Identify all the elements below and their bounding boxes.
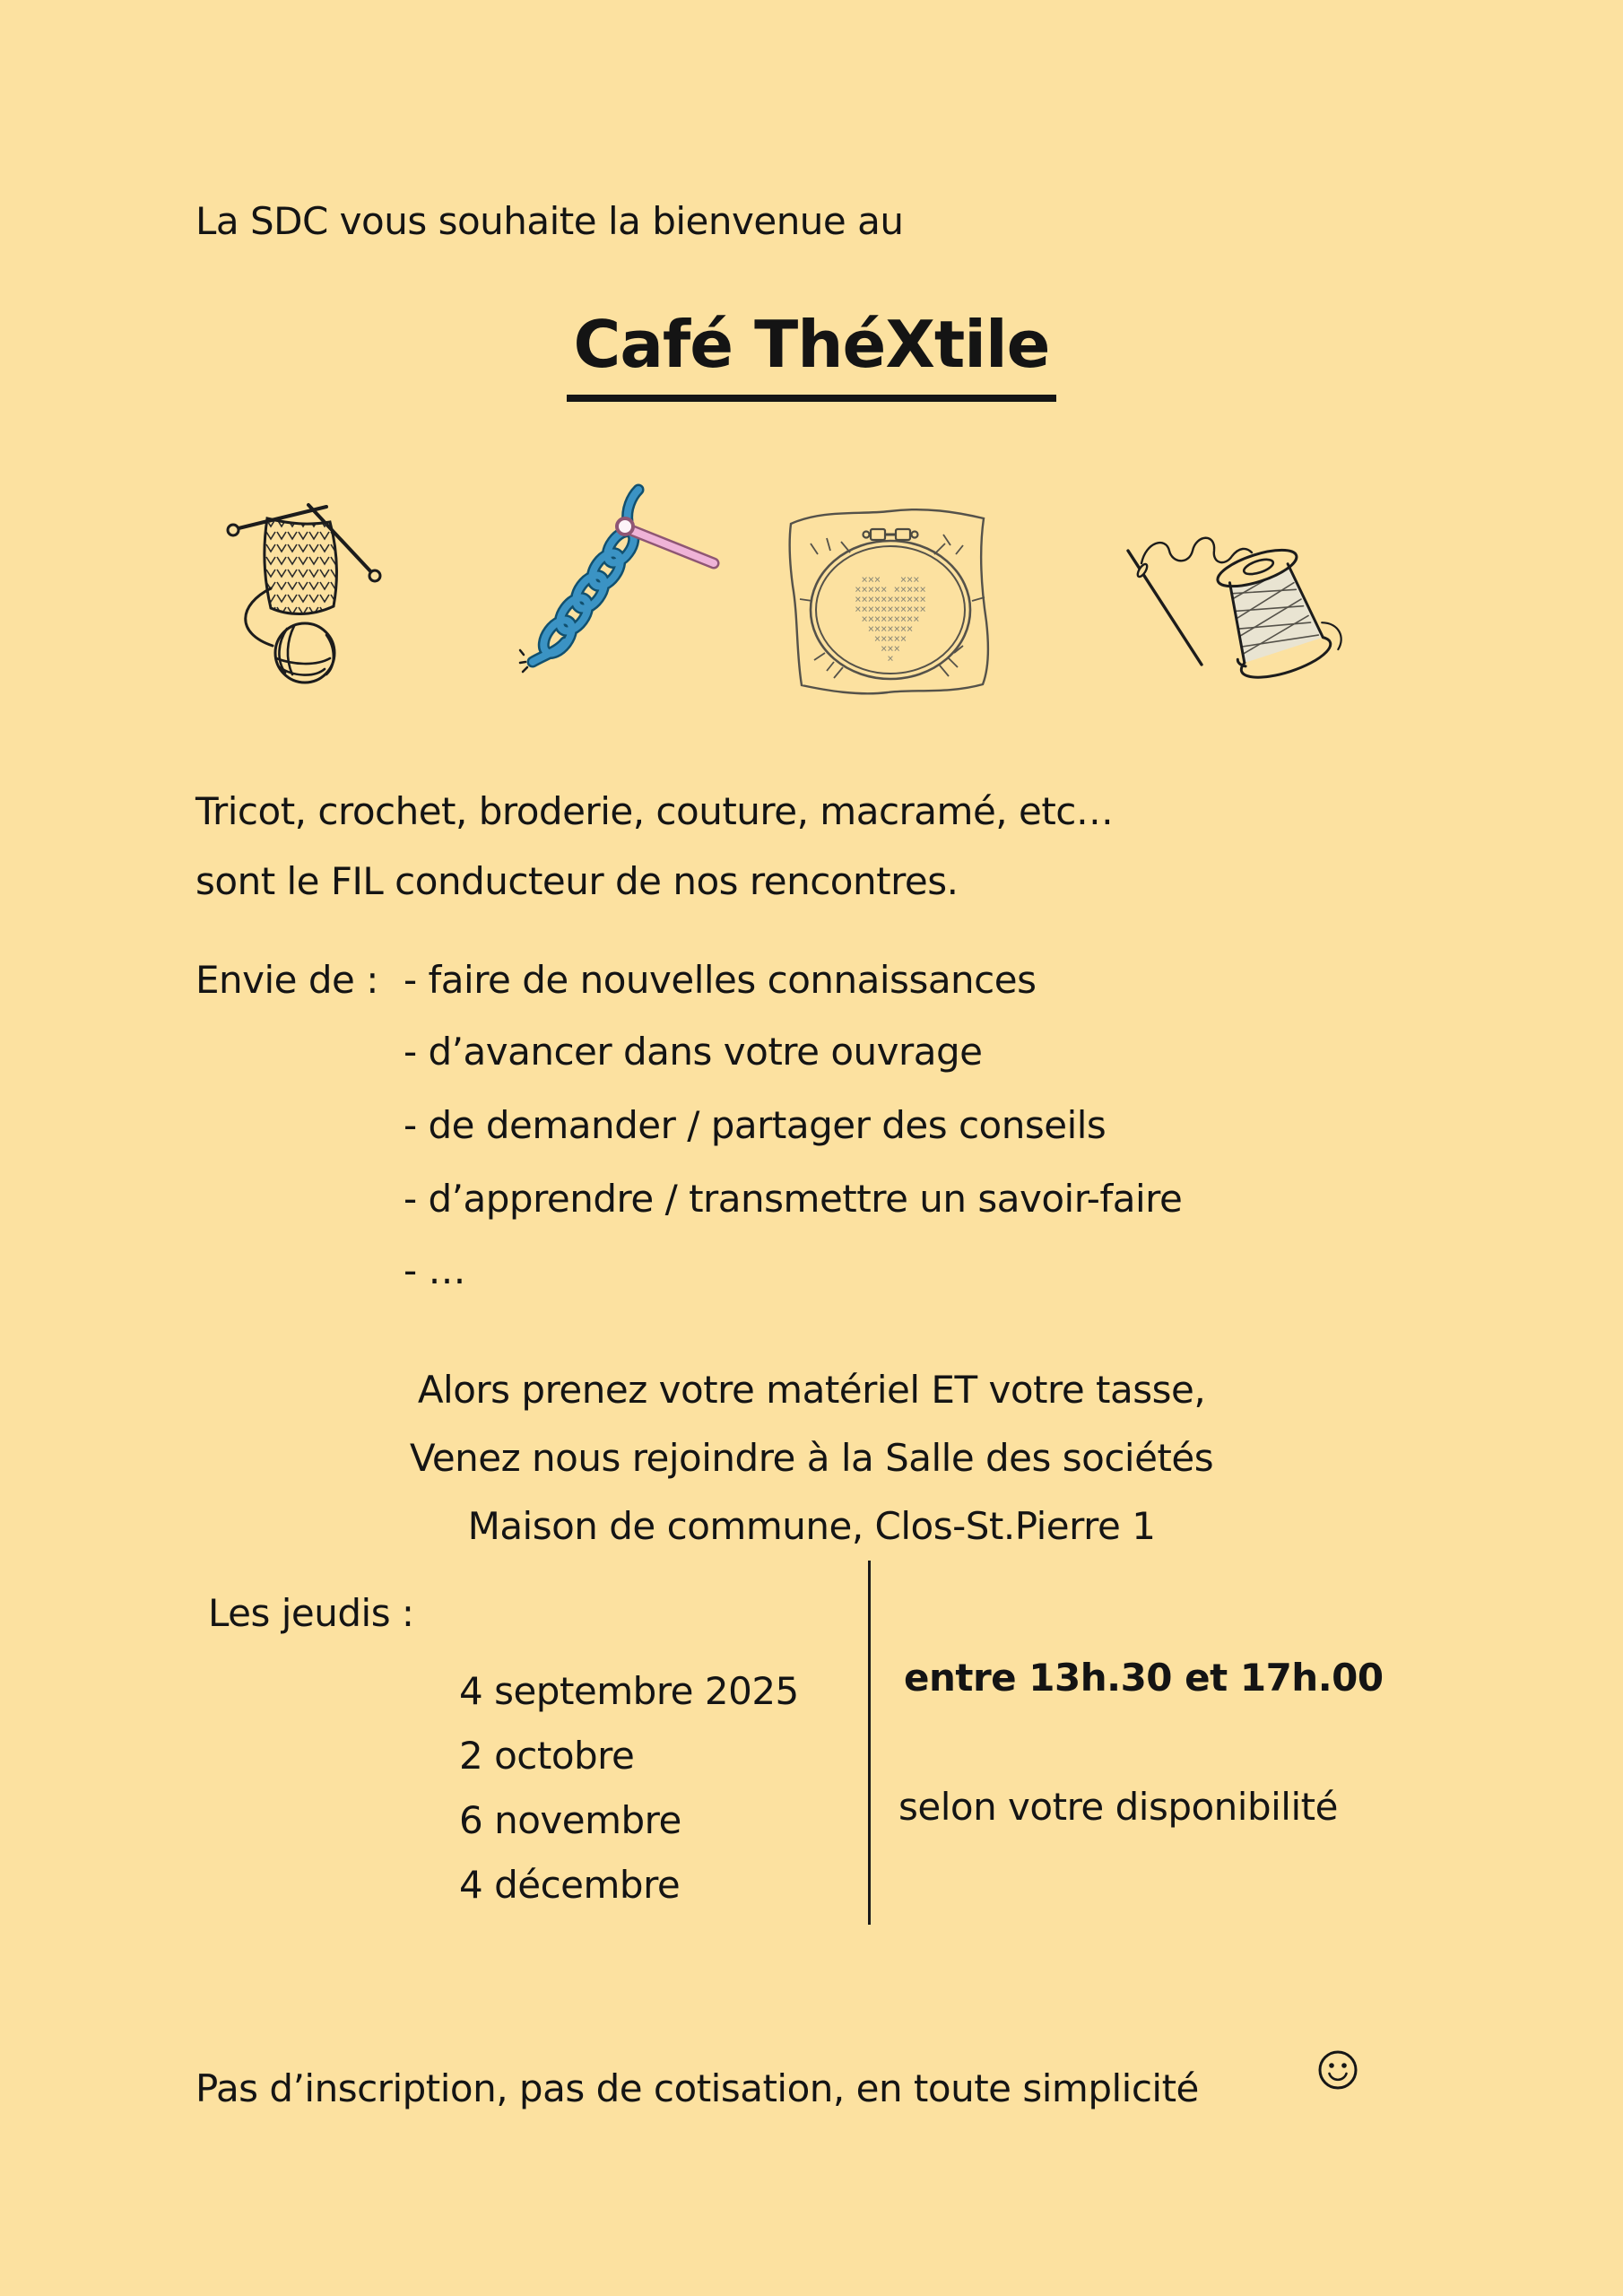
page-title-wrap (0, 307, 1623, 402)
knitting-illustration-icon (222, 491, 379, 689)
svg-text:×××××××××××: ××××××××××× (855, 603, 926, 615)
wish-item-1: - d’avancer dans votre ouvrage (404, 1030, 983, 1074)
intro-line-2: sont le FIL conducteur de nos rencontres. (195, 859, 959, 903)
crochet-illustration-icon (518, 484, 733, 673)
wish-item-3: - d’apprendre / transmettre un savoir-faire (404, 1177, 1183, 1221)
svg-text:××× ×××: ××× ××× (855, 573, 926, 586)
schedule-date-3: 4 décembre (459, 1863, 681, 1907)
intro-paragraph (195, 777, 1113, 917)
wish-item-0: - faire de nouvelles connaissances (404, 958, 1037, 1002)
invitation-block (0, 1356, 1623, 1561)
schedule-date-1: 2 octobre (459, 1734, 635, 1778)
invitation-line-1: Alors prenez votre matériel ET votre tasse, (417, 1368, 1206, 1412)
schedule-dates (459, 1659, 799, 1918)
svg-text:×××××××: ××××××× (855, 622, 926, 635)
invitation-line-2: Venez nous rejoindre à la Salle des sociétés (409, 1436, 1214, 1480)
schedule-label: Les jeudis : (208, 1591, 414, 1635)
schedule-date-2: 6 novembre (459, 1798, 681, 1842)
svg-text:×××××××××: ××××××××× (855, 613, 926, 625)
intro-line-1: Tricot, crochet, broderie, couture, macramé, etc… (195, 789, 1114, 833)
wish-item-2: - de demander / partager des conseils (404, 1103, 1107, 1147)
wishes-label: Envie de : (195, 958, 378, 1002)
svg-text:×××: ××× (855, 642, 926, 655)
smiley-icon (1316, 2048, 1359, 2092)
wish-item-4: - … (404, 1248, 466, 1292)
needle-and-spool-illustration-icon (1119, 500, 1343, 693)
svg-text:×××××: ××××× (855, 632, 926, 645)
embroidery-hoop-illustration-icon (764, 500, 1015, 707)
wishes-first-row (195, 958, 1037, 1002)
schedule-time-range: entre 13h.30 et 17h.00 (904, 1656, 1384, 1700)
schedule-time-note: selon votre disponibilité (898, 1785, 1338, 1829)
page-title: Café ThéXtile (567, 312, 1057, 402)
schedule-divider (868, 1561, 871, 1925)
svg-text:××××× ×××××: ××××× ××××× (855, 583, 926, 596)
footer-text: Pas d’inscription, pas de cotisation, en toute simplicité (195, 2066, 1199, 2110)
invitation-line-3: Maison de commune, Clos-St.Pierre 1 (467, 1504, 1156, 1548)
schedule-date-0: 4 septembre 2025 (459, 1669, 799, 1713)
svg-text:×: × (855, 652, 926, 665)
welcome-line: La SDC vous souhaite la bienvenue au (195, 199, 904, 243)
svg-text:×××××××××××: ××××××××××× (855, 593, 926, 605)
